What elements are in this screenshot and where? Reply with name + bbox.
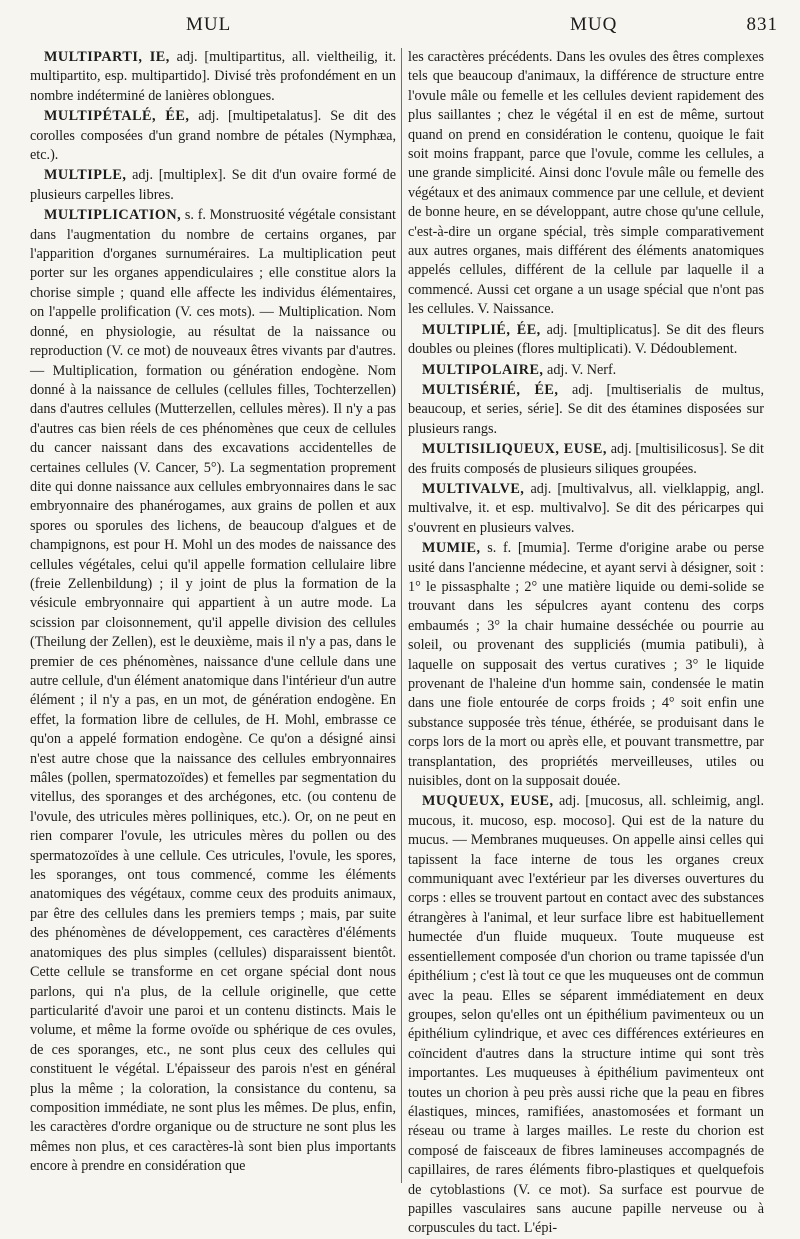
dictionary-entry	[408, 321, 764, 360]
dictionary-entry	[408, 480, 764, 538]
dictionary-entry	[408, 539, 764, 791]
entry-headword: MULTISÉRIÉ, ÉE,	[422, 381, 559, 398]
entry-definition: adj. V. Nerf.	[547, 361, 617, 378]
left-column	[30, 48, 396, 1188]
page-number: 831	[746, 14, 778, 35]
entry-definition: adj. [multisilicosus]. Se dit des fruits composés de plusieurs siliques groupées.	[408, 441, 764, 477]
dictionary-entry	[408, 48, 764, 320]
entry-headword: MULTIVALVE,	[422, 480, 525, 497]
dictionary-entry	[30, 107, 396, 165]
entry-headword: MULTIPARTI, IE,	[44, 49, 170, 65]
column-divider	[401, 48, 402, 1183]
entry-headword: MULTISILIQUEUX, EUSE,	[422, 441, 607, 458]
entry-headword: MULTIPLICATION,	[44, 207, 182, 224]
entry-definition: s. f. [mumia]. Terme d'origine arabe ou perse usité dans l'ancienne médecine, et ayant servi à désigner, soit : 1° le pissasphalte ; 2° une matière liquide ou demi-solide se trouvant dans les sépulcres ayant contenu des corps embaumés ; 3° la chair humaine desséchée ou pourrie au soleil, ou provenant des suppliciés (mumia patibuli), à laquelle on supposait des vertus curatives ; 3° le liquide provenant de l'haleine d'un homme sain, condensée le matin dans une fiole entourée de corps froids ; 4° soit enfin une substance supposée très ténue, éthérée, se produisant dans le corps lors de la mort ou après elle, et pouvant transmettre, par transplantation, des propriétés merveilleuses, utiles ou nuisibles, dont on la supposait douée.	[408, 540, 764, 790]
entry-definition: adj. [multipartitus, all. vieltheilig, it. multipartito, esp. multipartido]. Divisé très profondément en un nombre indéterminé de lanières oblongues.	[30, 49, 396, 104]
dictionary-entry	[30, 48, 396, 106]
dictionary-entry	[408, 361, 764, 380]
entry-definition: s. f. Monstruosité végétale consistant dans l'augmentation du nombre de certains organes, par l'apparition d'organes surnuméraires. La multiplication peut porter sur les organes appendiculaires ; elle constitue alors la chorise simple ; quand elle affecte les individus élémentaires, on l'appelle prolification (V. ces mots). — Multiplication. Nom donné, en physiologie, au résultat de la naissance ou reproduction (V. ce mot) de nouveaux êtres vivants par d'autres. — Multiplication, formation ou génération endogène. Nom donné à la naissance de cellules (cellules filles, Tochterzellen) dans d'autres cellules (Mutterzellen, cellules mères). Il n'y a pas d'autres cas bien réels de ces phénomènes que ceux de cellules du cancer naissant dans des excavations accidentelles de certaines cellules (V. Cancer, 5°). La segmentation proprement dite qui donne naissance aux cellules embryonnaires dans le sac embryonnaire des phanérogames, aux grains de pollen et aux spores ou sporules des lichens, de beaucoup d'algues et de champignons, est pour H. Mohl un des modes de naissance des cellules végétales, celui qu'il appelle formation cellulaire libre (freie Zellenbildung) ; il y joint de plus la formation de la vésicule embryonnaire qui appartient à un autre mode. La scission par cloisonnement, qu'il appelle division des cellules (Theilung der Zellen), est le deuxième, mais il n'y a pas, dans le premier de ces phénomènes, naissance d'une cellule dans une autre cellule, d'un élément anatomique dans l'intérieur d'un autre élément ; il n'y a pas, en un mot, de génération endogène. En effet, la formation libre de cellules, de H. Mohl, embrasse ce qu'on a appelé formation endogène. Ce qu'on a désigné ainsi n'est autre chose que la naissance des cellules embryonnaires mâles (pollen, spermatozoïdes) et femelles par segmentation du vitellus, des sporanges et des archégones, etc. (ou contenu de l'ovule, des utricules mères polliniques, etc.). Or, on ne peut en rien comparer l'ovule, les utricules mères du pollen ou des spermatozoïdes à une cellule. Ces utricules, l'ovule, les spores, les sporanges, ont tous commencé, comme les éléments anatomiques des végétaux, comme ceux des produits animaux, par être des cellules dans les premiers temps ; mais, par suite des phénomènes de développement, ces caractères d'éléments anatomiques des plus simples (cellules) disparaissent bientôt. Cette cellule se transforme en cet organe spécial dont nous parlons, qui n'a plus, de la cellule originelle, que cette particularité d'avoir une paroi et un contenu distincts. Mais le volume, et même la forme ovoïde ou sphérique de ces ovules, de ces sporanges, etc., ne sont plus ceux des cellules qui constituent le végétal. L'épaisseur des parois n'est en général plus la même ; la coloration, la consistance du contenu, sa composition immédiate, ne sont plus les mêmes. De plus, enfin, les caractères d'ordre organique ou de structure ne sont plus les mêmes non plus, et ces caractères-là sont bien plus importants encore à prendre en considération que	[30, 207, 396, 1175]
dictionary-entry	[408, 440, 764, 479]
entry-definition: les caractères précédents. Dans les ovules des êtres complexes tels que beaucoup d'animaux, la différence de structure entre l'ovule mâle ou femelle et les cellules devient rapidement des plus saillantes ; chez le végétal il en est de même, surtout quand on prend en considération le contenu, quoique le fait soit moins frappant, parce que l'ovule, comme les cellules, a une grande simplicité. Ainsi donc l'ovule mâle ou femelle des végétaux et des animaux commence par une cellule, et devient de bonne heure, en se développant, autre chose qu'une cellule, c'est-à-dire un organe spécial, très simple comparativement aux autres organes, mais différent des éléments anatomiques appelés cellules, différent de la cellule par laquelle il a commencé. Aussi cet organe a un usage spécial que n'ont pas les cellules. V. Naissance.	[408, 49, 764, 318]
entry-definition: adj. [mucosus, all. schleimig, angl. mucous, it. mucoso, esp. mocoso]. Qui est de la nature du mucus. — Membranes muqueuses. On appelle ainsi celles qui tapissent la face interne de tous les organes creux communiquant avec l'extérieur par les diverses ouvertures du corps : elles se trouvent partout en contact avec des substances étrangères à l'animal, et leur surface libre est habituellement humectée d'un fluide muqueux. Toute muqueuse est essentiellement composée d'un chorion ou trame tapissée d'un épithélium ; c'est là tout ce que les muqueuses ont de commun avec la peau. Elles se séparent immédiatement en deux groupes, selon qu'elles ont un épithélium pavimenteux ou un épithélium cylindrique, et avec ces différences extérieures en coïncident d'autres dans la structure intime qui sont très importantes. Les muqueuses à épithélium pavimenteux ont toutes un chorion à peu près aussi riche que la peau en fibres élastiques, minces, ramifiées, anastomosées et formant un réseau ou trame à larges mailles. Le reste du chorion est composé de faisceaux de fibres lamineuses accompagnés de capillaires, de rares éléments fibro-plastiques et quelquefois de cytoblastions (V. ce mot). Sa surface est pourvue de papilles vasculaires sans aucune papille nerveuse ou à corpuscules du tact. L'épi-	[408, 793, 765, 1237]
entry-definition: adj. [multivalvus, all. vielklappig, angl. multivalve, it. et esp. multivalvo]. Se dit des péricarpes qui s'ouvrent en plusieurs valves.	[408, 480, 765, 536]
entry-definition: adj. [multiplex]. Se dit d'un ovaire formé de plusieurs carpelles libres.	[30, 167, 396, 203]
dictionary-entry	[30, 166, 396, 205]
dictionary-entry	[408, 792, 764, 1238]
entry-definition: adj. [multipetalatus]. Se dit des corolles composées d'un grand nombre de pétales (Nymphæa, etc.).	[30, 108, 396, 164]
running-head	[30, 10, 778, 38]
left-guide-word: MUL	[186, 14, 232, 35]
entry-headword: MULTIPLIÉ, ÉE,	[422, 321, 541, 338]
dictionary-entry	[408, 381, 764, 439]
entry-definition: adj. [multiserialis de multus, beaucoup, et series, série]. Se dit des étamines disposées sur plusieurs rangs.	[408, 381, 765, 437]
entry-headword: MUMIE,	[422, 540, 481, 557]
entry-headword: MUQUEUX, EUSE,	[422, 793, 554, 810]
entry-definition: adj. [multiplicatus]. Se dit des fleurs doubles ou pleines (flores multiplicati). V. Dédoublement.	[408, 321, 764, 358]
entry-headword: MULTIPLE,	[44, 167, 127, 184]
entry-headword: MULTIPÉTALÉ, ÉE,	[44, 108, 190, 125]
entry-headword: MULTIPOLAIRE,	[422, 361, 544, 378]
right-column	[408, 48, 765, 1237]
right-guide-word: MUQ	[570, 14, 618, 35]
dictionary-entry	[30, 206, 396, 1176]
